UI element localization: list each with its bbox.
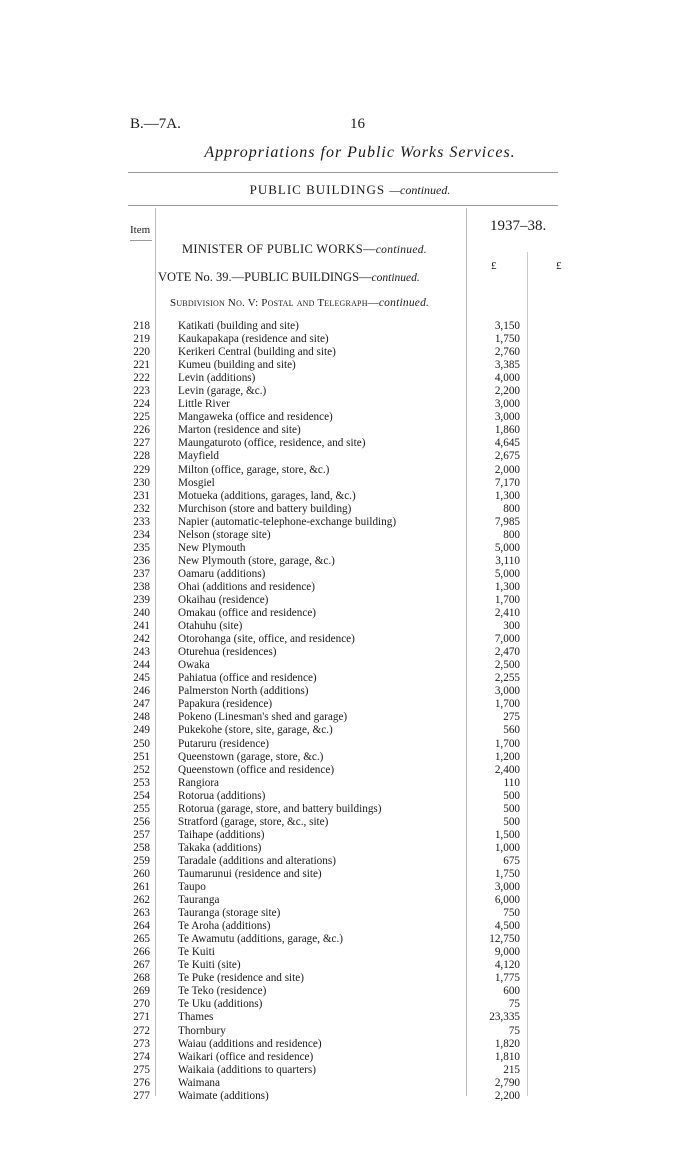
item-number: 269 (133, 985, 150, 998)
item-number: 262 (133, 894, 150, 907)
item-number: 243 (133, 646, 150, 659)
item-description: Murchison (store and battery building) (178, 502, 352, 515)
item-description: Okaihau (residence) (178, 593, 269, 606)
item-description: Levin (additions) (178, 372, 256, 385)
item-number: 220 (133, 346, 150, 359)
item-amount: 1,750 (494, 867, 520, 880)
item-number: 247 (133, 698, 150, 711)
item-description: Takaka (additions) (178, 841, 262, 854)
item-number: 228 (133, 450, 150, 463)
table-top-rule (128, 205, 558, 206)
item-amount: 500 (503, 815, 520, 828)
item-amount: 2,400 (494, 763, 520, 776)
pound-symbol-2: £ (556, 260, 562, 272)
item-amount: 3,110 (495, 554, 520, 567)
item-amount: 9,000 (494, 946, 520, 959)
item-description: Te Awamutu (additions, garage, &c.) (178, 933, 344, 946)
item-description: Te Puke (residence and site) (178, 972, 304, 985)
item-description: Mayfield (178, 450, 220, 463)
item-amount: 2,000 (494, 463, 520, 476)
item-description: Ohai (additions and residence) (178, 580, 315, 593)
item-number: 270 (133, 998, 150, 1011)
table-row (0, 659, 700, 672)
table-row (0, 385, 700, 398)
item-description: Waimana (178, 1076, 220, 1089)
table-row (0, 490, 700, 503)
item-column-header: Item (130, 224, 151, 236)
item-number: 222 (133, 372, 150, 385)
item-description: Palmerston North (additions) (178, 685, 309, 698)
item-number: 244 (133, 659, 150, 672)
item-number: 274 (133, 1050, 150, 1063)
item-description: Otahuhu (site) (178, 620, 243, 633)
item-number: 267 (133, 959, 150, 972)
table-row (0, 581, 700, 594)
table-row (0, 529, 700, 542)
table-row (0, 751, 700, 764)
table-row (0, 855, 700, 868)
item-description: Rotorua (additions) (178, 789, 266, 802)
table-row (0, 333, 700, 346)
item-description: Thames (178, 1011, 214, 1024)
item-amount: 2,760 (494, 346, 520, 359)
item-number: 257 (133, 828, 150, 841)
item-amount: 1,700 (494, 593, 520, 606)
item-amount: 1,820 (494, 1037, 520, 1050)
section-heading-main: PUBLIC BUILDINGS (249, 182, 386, 197)
item-amount: 2,470 (494, 646, 520, 659)
item-amount: 1,200 (494, 750, 520, 763)
item-description: Kerikeri Central (building and site) (178, 346, 336, 359)
table-row (0, 920, 700, 933)
item-amount: 2,410 (494, 607, 520, 620)
table-row (0, 359, 700, 372)
item-amount: 800 (503, 502, 520, 515)
table-row (0, 542, 700, 555)
item-description: New Plymouth (178, 541, 246, 554)
subdivision-heading-text: Subdivision No. V: Postal and Telegraph— (170, 297, 379, 309)
table-row (0, 646, 700, 659)
table-row (0, 1051, 700, 1064)
table-row (0, 437, 700, 450)
item-amount: 4,500 (494, 920, 520, 933)
item-number: 226 (133, 424, 150, 437)
table-row (0, 607, 700, 620)
vote-heading (158, 270, 420, 285)
item-number: 254 (133, 789, 150, 802)
item-amount: 1,300 (494, 580, 520, 593)
item-number: 229 (133, 463, 150, 476)
item-amount: 2,255 (494, 672, 520, 685)
table-row (0, 1011, 700, 1024)
table-row (0, 411, 700, 424)
item-number: 230 (133, 476, 150, 489)
item-number: 259 (133, 854, 150, 867)
item-description: Oturehua (residences) (178, 646, 277, 659)
page-title: Appropriations for Public Works Services. (204, 144, 516, 161)
item-description: Te Teko (residence) (178, 985, 267, 998)
document-reference: B.—7A. (130, 116, 181, 132)
item-amount: 3,000 (494, 398, 520, 411)
item-number: 237 (133, 567, 150, 580)
item-number: 273 (133, 1037, 150, 1050)
table-row (0, 594, 700, 607)
item-description: Pukekohe (store, site, garage, &c.) (178, 724, 333, 737)
item-description: Oamaru (additions) (178, 567, 266, 580)
table-row (0, 372, 700, 385)
table-row (0, 803, 700, 816)
item-number: 249 (133, 724, 150, 737)
item-description: Waimate (additions) (178, 1089, 269, 1102)
item-number: 255 (133, 802, 150, 815)
item-number: 238 (133, 580, 150, 593)
item-description: Milton (office, garage, store, &c.) (178, 463, 330, 476)
item-amount: 2,675 (494, 450, 520, 463)
vote-heading-continued: continued. (371, 272, 420, 284)
table-row (0, 1090, 700, 1103)
table-row (0, 672, 700, 685)
item-number: 276 (133, 1076, 150, 1089)
item-amount: 3,000 (494, 411, 520, 424)
table-row (0, 1064, 700, 1077)
item-description: Te Kuiti (site) (178, 959, 241, 972)
item-description: Motueka (additions, garages, land, &c.) (178, 489, 356, 502)
table-row (0, 555, 700, 568)
item-number: 219 (133, 333, 150, 346)
item-amount: 3,000 (494, 685, 520, 698)
item-description: Thornbury (178, 1024, 226, 1037)
item-description: Te Aroha (additions) (178, 920, 271, 933)
item-amount: 1,000 (494, 841, 520, 854)
item-number: 227 (133, 437, 150, 450)
item-description: Te Uku (additions) (178, 998, 263, 1011)
item-number: 242 (133, 633, 150, 646)
item-number: 261 (133, 881, 150, 894)
item-amount: 500 (503, 789, 520, 802)
item-number: 264 (133, 920, 150, 933)
table-row (0, 424, 700, 437)
item-amount: 2,200 (494, 1089, 520, 1102)
item-amount: 3,000 (494, 881, 520, 894)
item-number: 218 (133, 320, 150, 332)
item-number: 251 (133, 750, 150, 763)
table-row (0, 985, 700, 998)
item-amount: 75 (508, 998, 520, 1011)
item-amount: 3,385 (494, 359, 520, 372)
item-description: Omakau (office and residence) (178, 607, 317, 620)
item-number: 225 (133, 411, 150, 424)
item-description: Kaukapakapa (residence and site) (178, 333, 329, 346)
table-row (0, 790, 700, 803)
table-row (0, 1025, 700, 1038)
item-number: 263 (133, 907, 150, 920)
item-description: New Plymouth (store, garage, &c.) (178, 554, 335, 567)
item-description: Pokeno (Linesman's shed and garage) (178, 711, 348, 724)
item-description: Queenstown (garage, store, &c.) (178, 750, 324, 763)
table-row (0, 711, 700, 724)
item-description: Putaruru (residence) (178, 737, 270, 750)
item-amount: 675 (503, 854, 520, 867)
item-description: Kumeu (building and site) (178, 359, 296, 372)
item-number: 240 (133, 607, 150, 620)
table-row (0, 516, 700, 529)
table-row (0, 777, 700, 790)
item-amount: 1,700 (494, 698, 520, 711)
item-description: Waikari (office and residence) (178, 1050, 314, 1063)
item-number: 252 (133, 763, 150, 776)
item-amount: 1,500 (494, 828, 520, 841)
item-amount: 3,150 (494, 320, 520, 332)
subdivision-heading-continued: continued. (378, 297, 430, 309)
item-number: 241 (133, 620, 150, 633)
item-number: 272 (133, 1024, 150, 1037)
item-number: 268 (133, 972, 150, 985)
item-description: Little River (178, 398, 230, 411)
table-row (0, 738, 700, 751)
item-amount: 7,170 (494, 476, 520, 489)
item-description: Tauranga (178, 894, 220, 907)
page-number: 16 (350, 116, 365, 132)
table-row (0, 1077, 700, 1090)
item-amount: 275 (503, 711, 520, 724)
item-number: 221 (133, 359, 150, 372)
item-description: Taupo (178, 881, 206, 894)
item-amount: 75 (508, 1024, 520, 1037)
subdivision-heading (170, 297, 429, 309)
table-row (0, 398, 700, 411)
item-header-rule (130, 240, 152, 241)
item-amount: 2,500 (494, 659, 520, 672)
item-description: Stratford (garage, store, &c., site) (178, 815, 329, 828)
item-description: Katikati (building and site) (178, 320, 299, 332)
table-row (0, 698, 700, 711)
item-description: Otorohanga (site, office, and residence) (178, 633, 355, 646)
item-description: Tauranga (storage site) (178, 907, 281, 920)
item-number: 239 (133, 593, 150, 606)
table-row (0, 633, 700, 646)
item-description: Waiau (additions and residence) (178, 1037, 322, 1050)
item-number: 234 (133, 528, 150, 541)
item-amount: 23,335 (489, 1011, 520, 1024)
table-row (0, 907, 700, 920)
item-amount: 800 (503, 528, 520, 541)
item-description: Taihape (additions) (178, 828, 265, 841)
item-description: Rotorua (garage, store, and battery buildings) (178, 802, 382, 815)
item-amount: 1,700 (494, 737, 520, 750)
item-amount: 4,645 (494, 437, 520, 450)
item-amount: 1,300 (494, 489, 520, 502)
item-description: Nelson (storage site) (178, 528, 271, 541)
table-row (0, 816, 700, 829)
table-row (0, 685, 700, 698)
minister-heading-text: MINISTER OF PUBLIC WORKS— (182, 242, 376, 256)
item-amount: 2,200 (494, 385, 520, 398)
item-number: 232 (133, 502, 150, 515)
table-row (0, 464, 700, 477)
item-number: 253 (133, 776, 150, 789)
item-number: 223 (133, 385, 150, 398)
table-row (0, 764, 700, 777)
table-row (0, 894, 700, 907)
item-number: 277 (133, 1089, 150, 1102)
item-amount: 5,000 (494, 541, 520, 554)
item-amount: 560 (503, 724, 520, 737)
item-description: Owaka (178, 659, 210, 672)
item-number: 265 (133, 933, 150, 946)
item-number: 236 (133, 554, 150, 567)
table-row (0, 933, 700, 946)
table-row (0, 450, 700, 463)
item-description: Te Kuiti (178, 946, 215, 959)
item-amount: 4,000 (494, 372, 520, 385)
minister-heading-continued: continued. (375, 244, 427, 256)
table-row (0, 1038, 700, 1051)
table-row (0, 724, 700, 737)
item-amount: 600 (503, 985, 520, 998)
item-number: 250 (133, 737, 150, 750)
item-amount: 2,790 (494, 1076, 520, 1089)
item-number: 245 (133, 672, 150, 685)
year-column-header: 1937–38. (490, 218, 547, 234)
pound-symbol-1: £ (491, 260, 497, 272)
item-number: 271 (133, 1011, 150, 1024)
item-description: Taumarunui (residence and site) (178, 867, 322, 880)
item-description: Rangiora (178, 776, 220, 789)
item-number: 235 (133, 541, 150, 554)
table-row (0, 568, 700, 581)
item-amount: 7,985 (494, 515, 520, 528)
item-amount: 110 (503, 776, 520, 789)
table-row (0, 959, 700, 972)
item-amount: 12,750 (489, 933, 520, 946)
table-row (0, 477, 700, 490)
table-row (0, 346, 700, 359)
item-description: Queenstown (office and residence) (178, 763, 335, 776)
item-amount: 300 (503, 620, 520, 633)
table-row (0, 998, 700, 1011)
item-number: 275 (133, 1063, 150, 1076)
item-description: Waikaia (additions to quarters) (178, 1063, 316, 1076)
table-row (0, 972, 700, 985)
table-row (0, 868, 700, 881)
item-amount: 1,750 (494, 333, 520, 346)
item-number: 233 (133, 515, 150, 528)
appropriations-table (0, 320, 700, 1103)
vote-heading-text: VOTE No. 39.—PUBLIC BUILDINGS— (158, 270, 372, 284)
item-description: Napier (automatic-telephone-exchange building) (178, 515, 397, 528)
table-row (0, 503, 700, 516)
item-description: Mangaweka (office and residence) (178, 411, 333, 424)
item-description: Taradale (additions and alterations) (178, 854, 336, 867)
item-description: Maungaturoto (office, residence, and site) (178, 437, 366, 450)
item-number: 231 (133, 489, 150, 502)
minister-heading (182, 242, 427, 257)
table-row (0, 829, 700, 842)
item-description: Mosgiel (178, 476, 215, 489)
item-amount: 5,000 (494, 567, 520, 580)
item-amount: 7,000 (494, 633, 520, 646)
item-amount: 6,000 (494, 894, 520, 907)
table-row (0, 320, 700, 333)
item-description: Marton (residence and site) (178, 424, 301, 437)
item-number: 260 (133, 867, 150, 880)
table-row (0, 881, 700, 894)
section-heading (0, 182, 700, 198)
item-amount: 1,810 (494, 1050, 520, 1063)
item-amount: 4,120 (494, 959, 520, 972)
item-number: 248 (133, 711, 150, 724)
item-amount: 1,775 (494, 972, 520, 985)
item-number: 224 (133, 398, 150, 411)
item-number: 258 (133, 841, 150, 854)
header-rule (128, 172, 558, 173)
table-row (0, 946, 700, 959)
item-description: Papakura (residence) (178, 698, 273, 711)
item-amount: 1,860 (494, 424, 520, 437)
table-row (0, 842, 700, 855)
table-row (0, 620, 700, 633)
section-heading-continued: —continued. (389, 183, 451, 197)
item-description: Pahiatua (office and residence) (178, 672, 317, 685)
item-number: 266 (133, 946, 150, 959)
item-number: 246 (133, 685, 150, 698)
item-description: Levin (garage, &c.) (178, 385, 267, 398)
item-amount: 500 (503, 802, 520, 815)
item-amount: 750 (503, 907, 520, 920)
item-number: 256 (133, 815, 150, 828)
item-amount: 215 (503, 1063, 520, 1076)
